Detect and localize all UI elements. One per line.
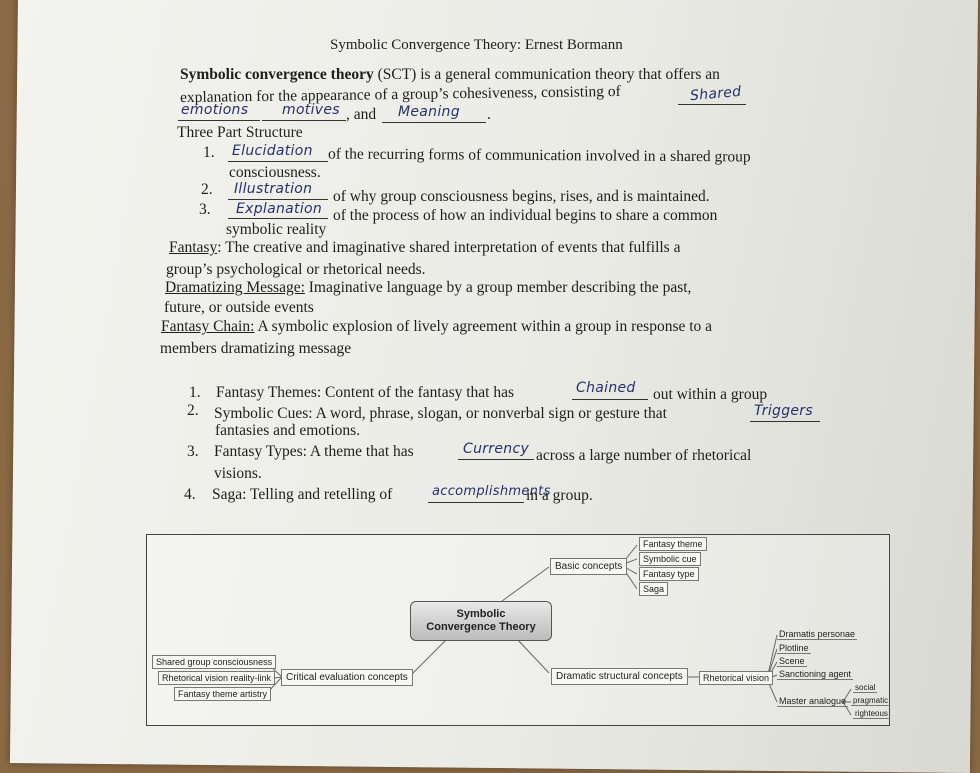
dram-def-line-2: future, or outside events (164, 299, 314, 316)
intro-line-2: explanation for the appearance of a group’s cohesiveness, consisting of (179, 82, 621, 107)
answer-motives: motives (282, 102, 340, 118)
tp-cont-3: symbolic reality (226, 221, 327, 238)
center-line-2: Convergence Theory (426, 621, 536, 633)
list-num-3: 3. (187, 443, 199, 460)
dramatic-concepts-node: Dramatic structural concepts (551, 668, 688, 685)
blank-line (428, 502, 524, 503)
fantasy-def-line-2: group’s psychological or rhetorical needs. (166, 261, 426, 278)
list-before-4: Saga: Telling and retelling of (212, 486, 393, 503)
blank-line (228, 161, 328, 162)
list-num-4: 4. (184, 486, 196, 503)
rv-item: Scene (779, 656, 805, 666)
blank-line (228, 199, 328, 200)
blank-line (458, 459, 534, 460)
dram-term: Dramatizing Message: (165, 279, 305, 296)
sct-term: Symbolic convergence theory (180, 66, 374, 83)
rhetorical-vision-node: Rhetorical vision (699, 671, 773, 685)
link-center-dramatic (517, 639, 549, 673)
and-text: , and (346, 106, 377, 123)
tp-num-1: 1. (203, 144, 215, 161)
fantasy-def-text-1: : The creative and imaginative shared interpretation of events that fulfills a (217, 239, 681, 256)
list-before-2: Symbolic Cues: A word, phrase, slogan, or nonverbal sign or gesture that (214, 405, 667, 422)
dram-def-line-1 (165, 279, 691, 297)
list-answer-1: Chained (576, 380, 636, 396)
tp-text-1: of the recurring forms of communication involved in a shared group (327, 145, 751, 166)
tp-cont-1: consciousness. (229, 164, 321, 181)
blank-line (678, 104, 746, 105)
analogue-item: pragmatic (853, 696, 889, 705)
analogue-item: social (855, 683, 876, 692)
center-node (410, 601, 552, 641)
chain-def-line-2: members dramatizing message (160, 340, 352, 357)
basic-item: Fantasy theme (639, 537, 707, 551)
rv-item: Sanctioning agent (779, 669, 852, 679)
chain-term: Fantasy Chain: (161, 318, 255, 335)
mind-map (146, 534, 890, 726)
blank-line (750, 421, 820, 422)
rv-item: Plotline (779, 643, 809, 653)
blank-line (178, 120, 260, 121)
list-num-1: 1. (189, 384, 201, 401)
critical-concepts-node: Critical evaluation concepts (281, 669, 413, 686)
chain-def-text-1: A symbolic explosion of lively agreement within a group in response to a (254, 318, 713, 335)
tp-answer-3: Explanation (236, 201, 323, 217)
answer-meaning: Meaning (398, 104, 460, 120)
basic-item: Saga (639, 582, 668, 596)
list-answer-2: Triggers (754, 403, 813, 419)
list-after-1: out within a group (653, 386, 768, 403)
list-num-2: 2. (187, 402, 199, 419)
page-title: Symbolic Convergence Theory: Ernest Bormann (330, 37, 623, 53)
blank-line (572, 399, 648, 400)
list-answer-4: accomplishments (432, 484, 551, 499)
list-cont-2: fantasies and emotions. (215, 422, 361, 439)
critical-item: Shared group consciousness (152, 655, 276, 669)
period: . (487, 106, 491, 123)
dram-def-text-1: Imaginative language by a group member describing the past, (304, 279, 692, 296)
answer-shared: Shared (689, 83, 743, 105)
list-after-3: across a large number of rhetorical (536, 447, 752, 464)
critical-item: Fantasy theme artistry (174, 687, 271, 701)
basic-concepts-node: Basic concepts (550, 558, 627, 575)
critical-item: Rhetorical vision reality-link (158, 671, 275, 685)
rv-item: Master analogue (779, 696, 847, 706)
intro-line-1 (180, 66, 720, 84)
links-rv-items (767, 635, 777, 702)
list-before-1: Fantasy Themes: Content of the fantasy that has (216, 384, 515, 401)
intro-line-1-text: (SCT) is a general communication theory that offers an (373, 66, 720, 83)
list-cont-3: visions. (214, 465, 262, 482)
chain-def-line-1 (161, 318, 712, 336)
tp-num-2: 2. (201, 181, 213, 198)
tp-num-3: 3. (199, 201, 211, 218)
fantasy-def-line-1 (169, 239, 680, 257)
link-center-basic (502, 567, 549, 601)
tp-answer-1: Elucidation (232, 143, 313, 159)
blank-line (228, 218, 328, 219)
answer-emotions: emotions (181, 102, 249, 118)
link-center-critical (409, 639, 447, 677)
list-answer-3: Currency (463, 441, 530, 457)
basic-item: Fantasy type (639, 567, 699, 581)
fantasy-term: Fantasy (169, 239, 218, 256)
tp-answer-2: Illustration (234, 181, 313, 197)
list-before-3: Fantasy Types: A theme that has (214, 443, 414, 460)
center-line-1: Symbolic (456, 608, 506, 620)
blank-line (382, 122, 486, 123)
three-part-heading: Three Part Structure (177, 124, 303, 141)
blank-line (262, 120, 346, 121)
tp-text-2: of why group consciousness begins, rises, and is maintained. (333, 188, 710, 205)
tp-text-3: of the process of how an individual begins to share a common (333, 207, 718, 224)
list-after-4: in a group. (526, 487, 593, 504)
basic-item: Symbolic cue (639, 552, 701, 566)
rv-item: Dramatis personae (779, 629, 856, 639)
analogue-item: righteous (855, 709, 888, 718)
